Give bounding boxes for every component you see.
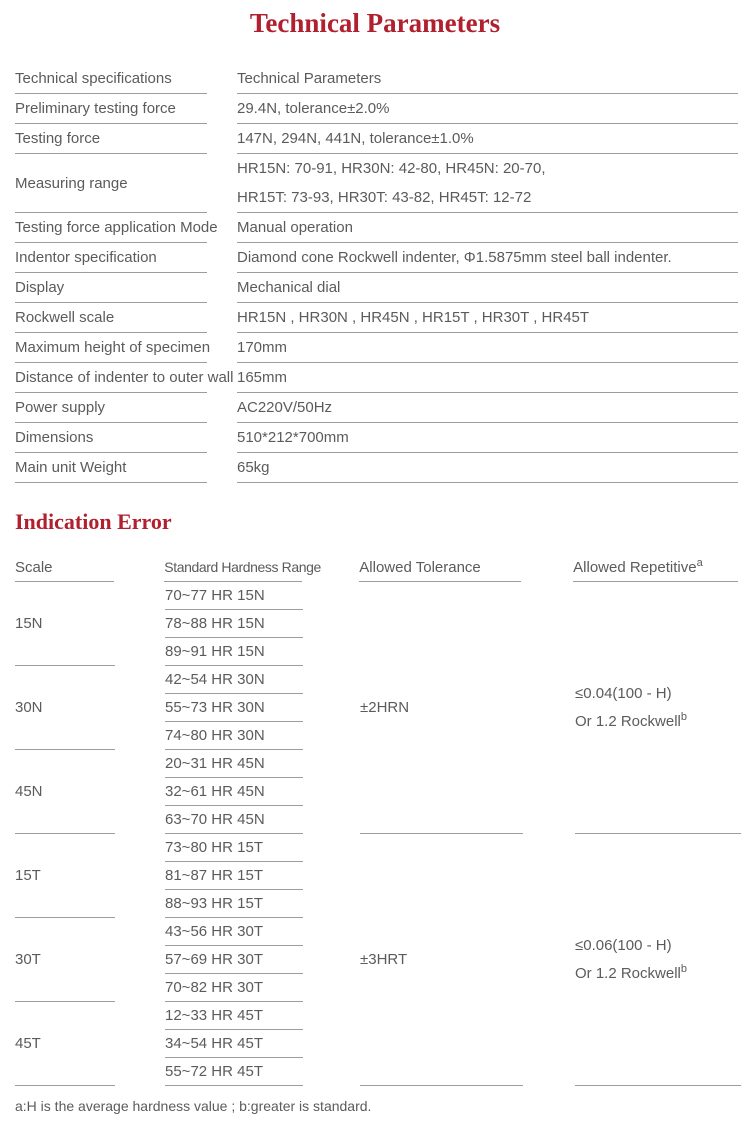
spec-value: 147N, 294N, 441N, tolerance±1.0% bbox=[237, 124, 738, 154]
spec-value-line: HR15T: 73-93, HR30T: 43-82, HR45T: 12-72 bbox=[237, 189, 532, 206]
table-row bbox=[15, 333, 738, 363]
spec-value: HR15N , HR30N , HR45N , HR15T , HR30T , HR45T bbox=[237, 303, 738, 333]
tolerance-cell: ±3HRT bbox=[360, 834, 523, 1086]
range-cell: 43~56 HR 30T bbox=[165, 918, 303, 946]
range-cell: 63~70 HR 45N bbox=[165, 806, 303, 834]
table-row bbox=[15, 213, 738, 243]
repetitive-line-text: Or 1.2 Rockwell bbox=[575, 964, 681, 982]
column-header-repetitive bbox=[573, 554, 738, 582]
spec-header-label: Technical specifications bbox=[15, 64, 207, 94]
spec-value: 510*212*700mm bbox=[237, 423, 738, 453]
range-cell: 57~69 HR 30T bbox=[165, 946, 303, 974]
spec-header-row bbox=[15, 64, 738, 94]
column-header-scale: Scale bbox=[15, 554, 114, 582]
spec-value: 29.4N, tolerance±2.0% bbox=[237, 94, 738, 124]
scale-cell: 45T bbox=[15, 1002, 115, 1086]
spec-label: Measuring range bbox=[15, 154, 207, 213]
page-title: Technical Parameters bbox=[249, 8, 501, 38]
tolerance-column bbox=[360, 582, 523, 834]
scale-cell: 45N bbox=[15, 750, 115, 834]
scale-column bbox=[15, 582, 115, 834]
indication-error-table bbox=[15, 554, 738, 1086]
column-header-range: Standard Hardness Range bbox=[164, 554, 302, 582]
repetitive-line bbox=[575, 960, 741, 988]
spec-value bbox=[237, 154, 738, 213]
column-header-repetitive-label: Allowed Repetitive bbox=[573, 559, 697, 576]
spec-label: Indentor specification bbox=[15, 243, 207, 273]
spec-value: Diamond cone Rockwell indenter, Φ1.5875mm steel ball indenter. bbox=[237, 243, 738, 273]
repetitive-line: ≤0.06(100 - H) bbox=[575, 936, 672, 954]
range-cell: 70~77 HR 15N bbox=[165, 582, 303, 610]
table-row bbox=[15, 423, 738, 453]
range-cell: 12~33 HR 45T bbox=[165, 1002, 303, 1030]
error-table-header-row bbox=[15, 554, 738, 582]
tolerance-column bbox=[360, 834, 523, 1086]
spec-label: Distance of indenter to outer wall bbox=[15, 363, 207, 393]
repetitive-column bbox=[575, 582, 741, 834]
table-row bbox=[15, 303, 738, 333]
range-cell: 74~80 HR 30N bbox=[165, 722, 303, 750]
table-row bbox=[15, 273, 738, 303]
spec-label: Dimensions bbox=[15, 423, 207, 453]
footnote-marker-b: b bbox=[680, 962, 687, 975]
spec-value: 170mm bbox=[237, 333, 738, 363]
range-cell: 55~72 HR 45T bbox=[165, 1058, 303, 1086]
error-table-section-hrt bbox=[15, 834, 738, 1086]
range-cell: 55~73 HR 30N bbox=[165, 694, 303, 722]
spec-label: Power supply bbox=[15, 393, 207, 423]
table-row bbox=[15, 94, 738, 124]
spec-table bbox=[15, 64, 738, 483]
spec-header-value: Technical Parameters bbox=[237, 64, 738, 94]
scale-cell: 15T bbox=[15, 834, 115, 918]
scale-cell: 30T bbox=[15, 918, 115, 1002]
table-row bbox=[15, 124, 738, 154]
spec-label: Testing force application Mode bbox=[15, 213, 207, 243]
repetitive-column bbox=[575, 834, 741, 1086]
range-cell: 32~61 HR 45N bbox=[165, 778, 303, 806]
footnote-marker-a: a bbox=[696, 557, 703, 569]
column-header-tolerance: Allowed Tolerance bbox=[359, 554, 521, 582]
spec-value: Manual operation bbox=[237, 213, 738, 243]
spec-label: Testing force bbox=[15, 124, 207, 154]
scale-cell: 15N bbox=[15, 582, 115, 666]
table-row bbox=[15, 154, 738, 213]
repetitive-cell bbox=[575, 582, 741, 834]
footnote-marker-b: b bbox=[680, 710, 687, 723]
repetitive-line bbox=[575, 708, 741, 736]
range-cell: 34~54 HR 45T bbox=[165, 1030, 303, 1058]
table-row bbox=[15, 363, 738, 393]
range-cell: 73~80 HR 15T bbox=[165, 834, 303, 862]
spec-label: Maximum height of specimen bbox=[15, 333, 207, 363]
range-cell: 78~88 HR 15N bbox=[165, 610, 303, 638]
range-cell: 81~87 HR 15T bbox=[165, 862, 303, 890]
spec-value: AC220V/50Hz bbox=[237, 393, 738, 423]
range-cell: 20~31 HR 45N bbox=[165, 750, 303, 778]
spec-value: 165mm bbox=[237, 363, 738, 393]
section-title-indication-error: Indication Error bbox=[15, 509, 172, 534]
range-cell: 42~54 HR 30N bbox=[165, 666, 303, 694]
spec-value-line: HR15N: 70-91, HR30N: 42-80, HR45N: 20-70, bbox=[237, 160, 546, 177]
repetitive-line: ≤0.04(100 - H) bbox=[575, 684, 672, 702]
spec-label: Main unit Weight bbox=[15, 453, 207, 483]
spec-value: Mechanical dial bbox=[237, 273, 738, 303]
scale-column bbox=[15, 834, 115, 1086]
spec-label: Display bbox=[15, 273, 207, 303]
scale-cell: 30N bbox=[15, 666, 115, 750]
spec-value: 65kg bbox=[237, 453, 738, 483]
repetitive-cell bbox=[575, 834, 741, 1086]
tolerance-cell: ±2HRN bbox=[360, 582, 523, 834]
table-row bbox=[15, 453, 738, 483]
error-table-section-hrn bbox=[15, 582, 738, 834]
spec-label: Rockwell scale bbox=[15, 303, 207, 333]
repetitive-line-text: Or 1.2 Rockwell bbox=[575, 712, 681, 730]
range-cell: 88~93 HR 15T bbox=[165, 890, 303, 918]
table-row bbox=[15, 243, 738, 273]
table-row bbox=[15, 393, 738, 423]
range-column bbox=[165, 582, 303, 834]
footnote: a:H is the average hardness value ; b:greater is standard. bbox=[15, 1098, 372, 1114]
range-cell: 70~82 HR 30T bbox=[165, 974, 303, 1002]
range-cell: 89~91 HR 15N bbox=[165, 638, 303, 666]
spec-label: Preliminary testing force bbox=[15, 94, 207, 124]
range-column bbox=[165, 834, 303, 1086]
